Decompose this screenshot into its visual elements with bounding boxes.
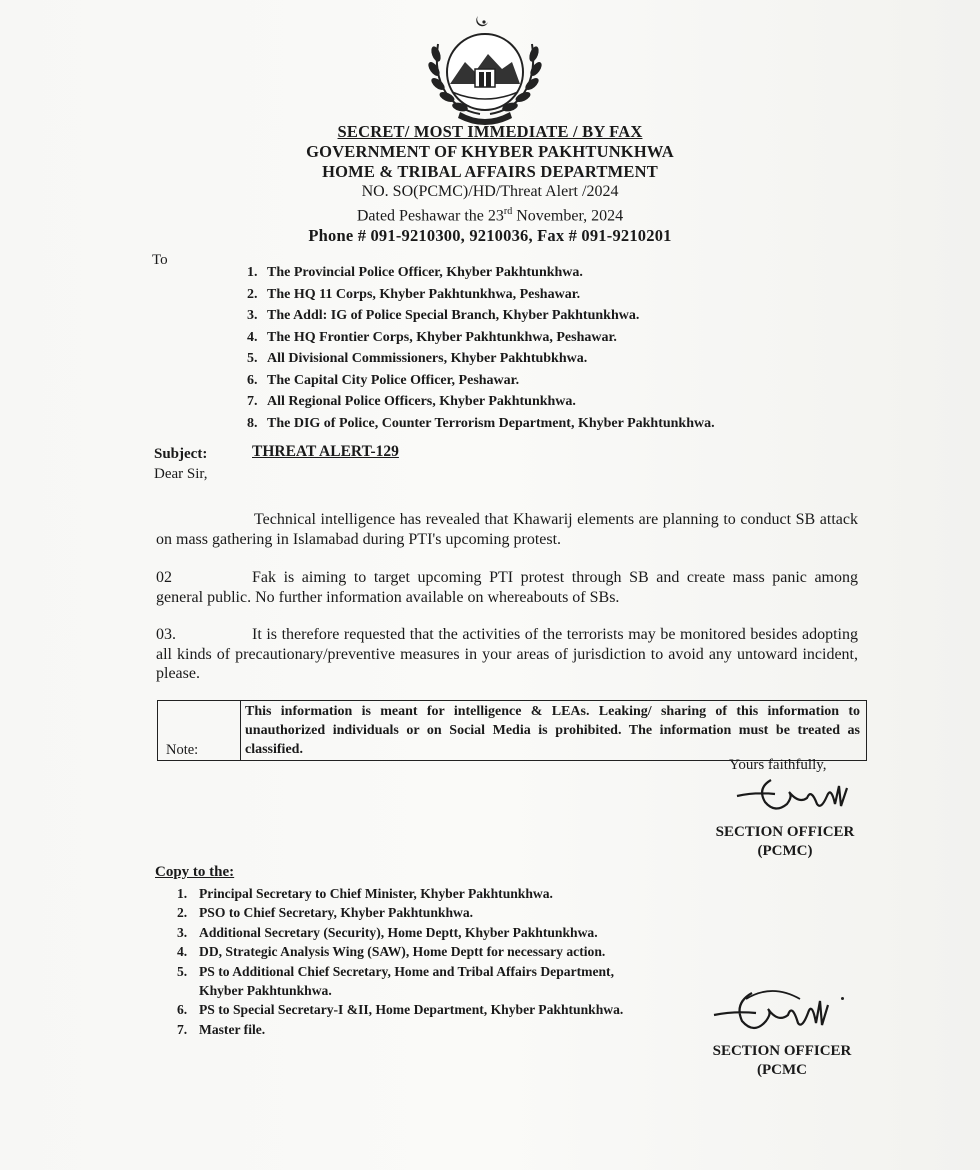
salutation: Dear Sir, [154, 466, 208, 482]
department-name: HOME & TRIBAL AFFAIRS DEPARTMENT [322, 162, 658, 181]
list-item: 6. The Capital City Police Officer, Peshawar. [247, 372, 520, 388]
closing: Yours faithfully, [729, 757, 827, 773]
copy-to-heading: Copy to the: [155, 864, 235, 880]
copy-to-list [177, 884, 623, 1039]
list-item: 2. PSO to Chief Secretary, Khyber Pakhtunkhwa. [177, 905, 474, 921]
list-item: 3. Additional Secretary (Security), Home Deptt, Khyber Pakhtunkhwa. [177, 924, 598, 940]
letter-date: Dated Peshawar the 23rd November, 2024 [356, 206, 624, 225]
list-item: 5. PS to Additional Chief Secretary, Home and Tribal Affairs Department, Khyber Pakhtunkhwa. [177, 963, 614, 999]
list-item: 2. The HQ 11 Corps, Khyber Pakhtunkhwa, Peshawar. [247, 286, 581, 302]
list-item: 4. DD, Strategic Analysis Wing (SAW), Home Deptt for necessary action. [177, 944, 606, 960]
letterhead [250, 122, 730, 246]
ink-dot [841, 997, 844, 1000]
classification-line: SECRET/ MOST IMMEDIATE / BY FAX [337, 122, 643, 141]
list-item: 7. All Regional Police Officers, Khyber Pakhtunkhwa. [247, 394, 576, 409]
signatory-block [707, 823, 863, 861]
signatory-title-2: SECTION OFFICER [712, 1043, 852, 1059]
signature-1 [735, 774, 855, 822]
paragraph-3: 03. It is therefore requested that the activities of the terrorists may be monitored besides adopting all kinds of precautionary/preventive measures in your areas of jurisdiction to avoid any untoward incident, please. [156, 626, 858, 682]
list-item: 6. PS to Special Secretary-I &II, Home Department, Khyber Pakhtunkhwa. [177, 1002, 624, 1018]
signatory-title: SECTION OFFICER [715, 824, 855, 840]
paragraph-2: 02 Fak is aiming to target upcoming PTI protest through SB and create mass panic among general public. No further information available on whereabouts of SBs. [156, 569, 858, 606]
list-item: 4. The HQ Frontier Corps, Khyber Pakhtunkhwa, Peshawar. [247, 329, 617, 345]
signatory-unit-2: (PCMC [757, 1062, 807, 1078]
signature-2 [712, 985, 840, 1041]
phone-fax-line: Phone # 091-9210300, 9210036, Fax # 091-9210201 [308, 226, 672, 246]
paragraph-1: Technical intelligence has revealed that Khawarij elements are planning to conduct SB attack on mass gathering in Islamabad during PTI's upcoming protest. [156, 511, 858, 548]
subject-label: Subject: [154, 446, 208, 462]
list-item: 3. The Addl: IG of Police Special Branch, Khyber Pakhtunkhwa. [247, 308, 640, 323]
signatory-block-2 [704, 1042, 860, 1080]
subject-text: THREAT ALERT-129 [252, 443, 399, 460]
list-item: 5. All Divisional Commissioners, Khyber Pakhtubkhwa. [247, 351, 588, 366]
signatory-unit: (PCMC) [757, 843, 813, 859]
list-item: 7. Master file. [177, 1021, 266, 1037]
list-item: 8. The DIG of Police, Counter Terrorism Department, Khyber Pakhtunkhwa. [247, 415, 715, 431]
government-name: GOVERNMENT OF KHYBER PAKHTUNKHWA [306, 142, 674, 161]
reference-number: NO. SO(PCMC)/HD/Threat Alert /2024 [361, 183, 619, 200]
list-item: 1. Principal Secretary to Chief Minister, Khyber Pakhtunkhwa. [177, 886, 553, 901]
to-label: To [152, 252, 168, 268]
note-box [157, 700, 867, 761]
list-item: 1. The Provincial Police Officer, Khyber Pakhtunkhwa. [247, 265, 583, 280]
note-label: Note: [158, 701, 241, 761]
government-emblem [420, 14, 550, 126]
note-text: This information is meant for intelligence & LEAs. Leaking/ sharing of this information to unauthorized individuals or on Social Media is prohibited. The information must be treated as classified. [241, 701, 867, 761]
recipients-list [247, 262, 715, 434]
